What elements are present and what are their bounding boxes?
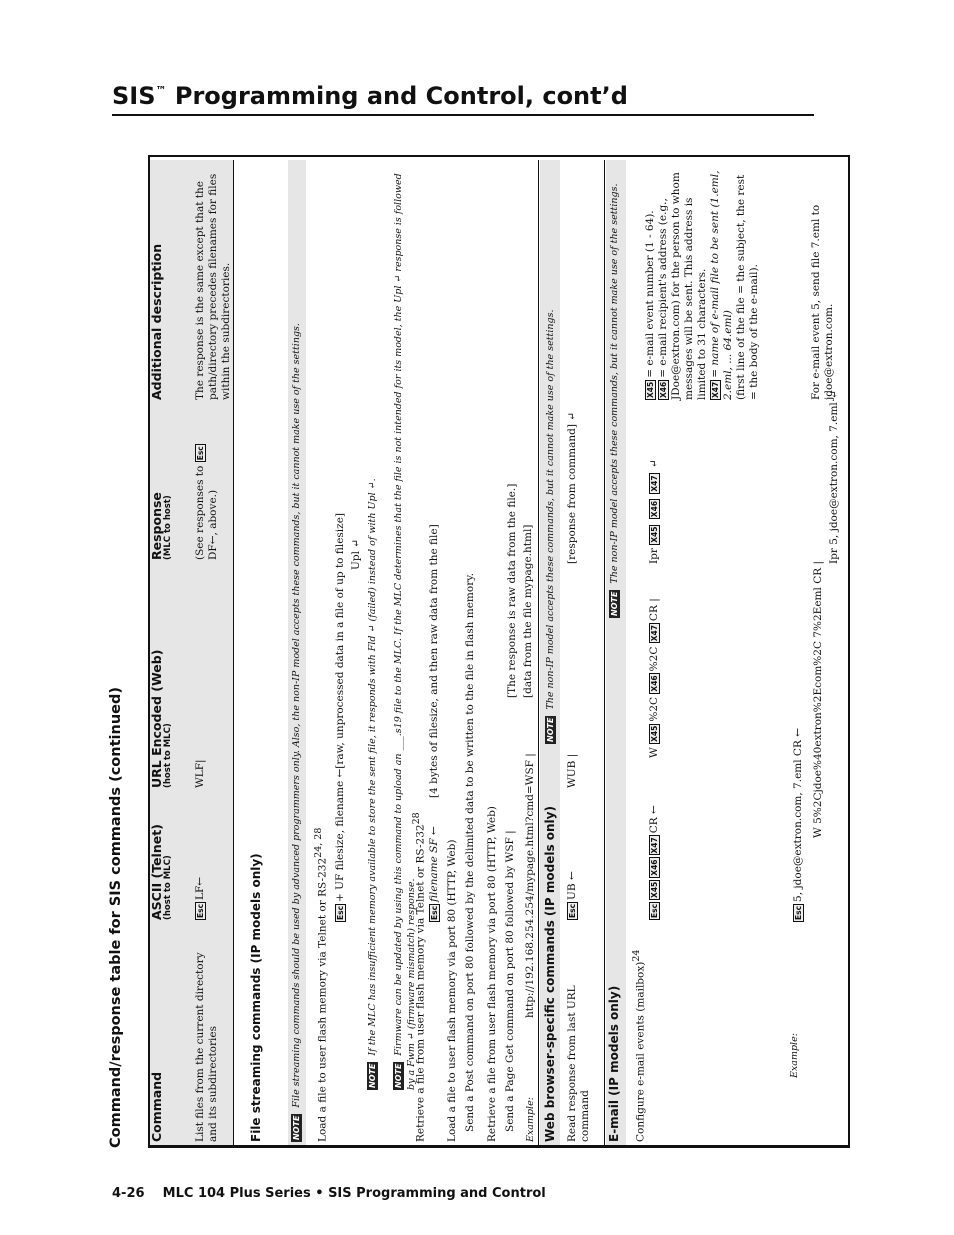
col-ascii: ASCII (Telnet) (host to MLC) <box>149 824 173 920</box>
retrieve-file-response: [4 bytes of filesize, and then raw data from the file] <box>428 524 440 798</box>
col-response: Response (MLC to host) <box>149 492 173 560</box>
col-url: URL Encoded (Web) (host to MLC) <box>149 649 173 788</box>
list-files-description: The response is the same except that the path/directory precedes filenames for files within the subdirectories. <box>194 173 232 400</box>
web-browser-title: Web browser-specific commands (IP models only) <box>543 806 557 1142</box>
list-files-ascii: EscLF← <box>194 876 206 918</box>
page-title: SIS™ Programming and Control, cont’d <box>112 82 628 110</box>
rotated-table <box>108 158 848 1148</box>
email-example-description: For e-mail event 5, send file 7.eml to jdoe@extron.com. <box>810 204 835 400</box>
email-note: NOTEThe non-IP model accepts these commands, but it cannot make use of the settings. <box>609 183 620 616</box>
web-browser-response: [response from command] ↵ <box>566 411 578 564</box>
email-description: X45= e-mail event number (1 - 64). X46= e-mail recipient's address (e.g., JDoe@extron.com) for the person to whom messages will be sent. This address is limited to 31 characters. X47= name of e-mail file to be sent (1.eml, 2.eml, ... 64.eml) (first line of the file = the subject, the rest = the body of the e-mail). <box>644 170 760 400</box>
file-streaming-note-2: NOTEIf the MLC has insufficient memory available to store the sent file, it responds with Fld ↵ (failed) instead of with Upl ↵. <box>367 478 378 1088</box>
web-browser-url: WUB | <box>566 753 578 788</box>
load-file-response: Upl ↵ <box>350 538 362 570</box>
email-command: Configure e-mail events (mailbox)$^{24}$ <box>631 949 647 1142</box>
list-files-response: (See responses to EscDF←, above.) <box>194 446 219 560</box>
email-example-label: Example: <box>789 1033 800 1078</box>
retrieve-file-command: Retrieve a file from user flash memory via Telnet or $RS-232^{28}$ <box>411 812 427 1142</box>
col-command: Command <box>149 1071 164 1142</box>
email-url: W X45%2C X46%2C X47CR | <box>648 598 660 758</box>
list-files-command: List files from the current directory and its subdirectories <box>194 952 219 1142</box>
retrieve-file-ascii: Escfilename SF ← <box>428 826 440 920</box>
load80-command: Load a file to user flash memory via port 80 (HTTP, Web) <box>446 839 458 1142</box>
web-browser-note: NOTEThe non-IP model accepts these commands, but it cannot make use of the settings. <box>545 309 556 742</box>
load-file-ascii: Esc+ UF filesize, filename ←[raw, unprocessed data in a file of up to filesize] <box>334 512 346 920</box>
file-streaming-note: NOTEFile streaming commands should be used by advanced programmers only. Also, the non-IP model accepts these commands, but it cannot make use of the settings. <box>291 323 302 1140</box>
file-streaming-example-response: [data from the file mypage.html] <box>522 524 534 698</box>
email-title: E-mail (IP models only) <box>607 985 621 1142</box>
email-example-ascii: Esc5, jdoe@extron.com, 7.eml CR ← <box>792 727 804 920</box>
email-example-response: Ipr 5, jdoe@extron.com, 7.eml ↵ <box>828 390 840 564</box>
web-browser-command: Read response from last URL command <box>566 985 591 1142</box>
col-description: Additional description <box>149 243 164 400</box>
email-example-url: W 5%2Cjdoe%40extron%2Ecom%2C 7%2Eeml CR | <box>812 560 824 838</box>
retr80-ascii: Send a Page Get command on port 80 followed by WSF | <box>504 830 516 1132</box>
retr80-command: Retrieve a file from user flash memory via port 80 (HTTP, Web) <box>486 806 498 1142</box>
file-streaming-note-3: NOTEFirmware can be updated by using this command to upload an ___.s19 file to the MLC. If the MLC determines that the file is not intended for its model, the Upl ↵ response is followed by a Fwm ↵ (firmware mismatch) response. <box>393 173 417 1090</box>
retr80-response: [The response is raw data from the file.] <box>506 483 518 698</box>
web-browser-ascii: EscUB ← <box>566 871 578 918</box>
title-rule <box>112 114 814 116</box>
file-streaming-title: File streaming commands (IP models only) <box>249 853 263 1142</box>
email-response: Ipr X45 X46 X47 ↵ <box>648 459 660 564</box>
table-caption: Command/response table for SIS commands (continued) <box>108 687 124 1148</box>
load-file-command: Load a file to user flash memory via Telnet or RS-232$^{24, 28}$ <box>313 827 329 1142</box>
email-ascii: EscX45X46X47CR ← <box>648 805 660 918</box>
page-footer: 4-26 MLC 104 Plus Series • SIS Programming and Control <box>112 1186 546 1201</box>
load80-ascii: Send a Post command on port 80 followed by the delimited data to be written to the file in flash memory. <box>464 572 476 1132</box>
file-streaming-example-label: Example: <box>525 1097 536 1142</box>
list-files-url: WLF| <box>194 759 206 788</box>
file-streaming-example-url: http://192.168.254.254/mypage.html?cmd=WSF | <box>524 753 536 1018</box>
